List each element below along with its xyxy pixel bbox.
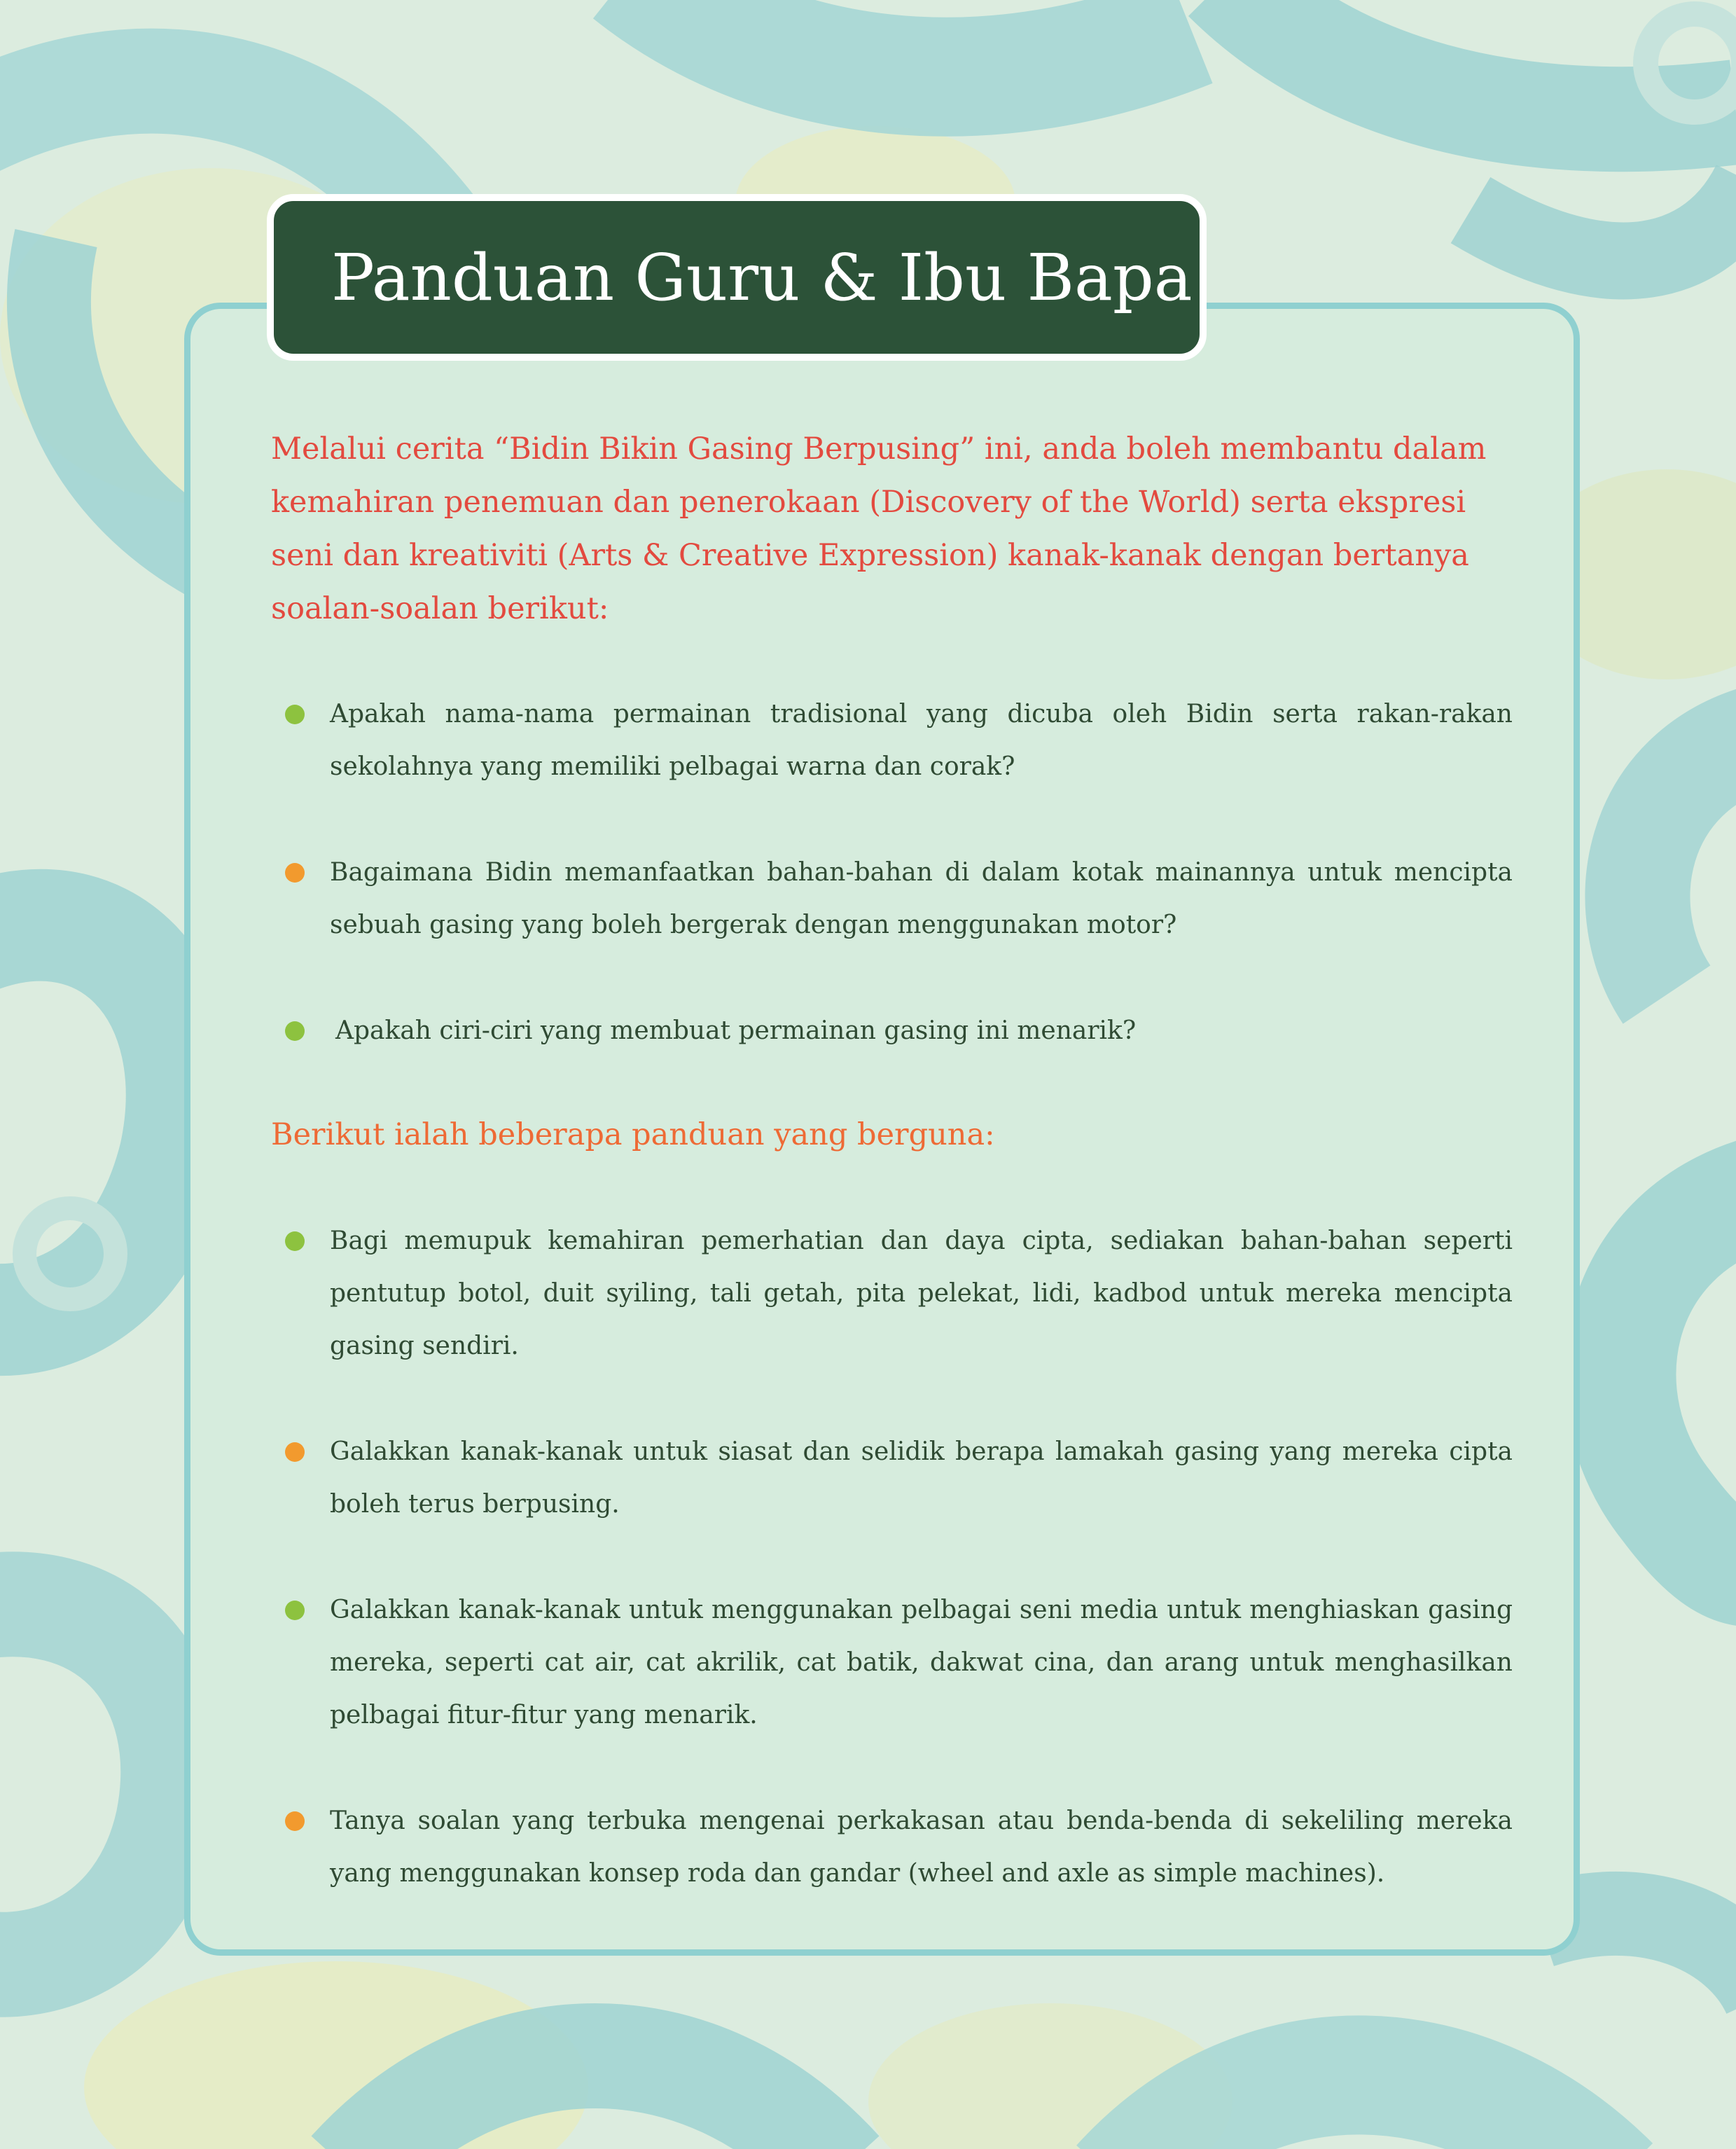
green-bullet-icon [285, 1231, 305, 1251]
list-item [282, 1004, 1513, 1057]
list-item [282, 846, 1513, 951]
list-item [282, 1425, 1513, 1530]
green-bullet-icon [285, 1601, 305, 1620]
guide-text: Tanya soalan yang terbuka mengenai perkakasan atau benda-benda di sekeliling mereka yang menggunakan konsep roda dan gandar (wheel and axle as simple machines). [330, 1806, 1513, 1888]
title-banner [267, 194, 1207, 361]
question-list [282, 688, 1513, 1057]
question-text: Bagaimana Bidin memanfaatkan bahan-bahan di dalam kotak mainannya untuk mencipta sebuah gasing yang boleh bergerak dengan menggunakan motor? [330, 858, 1513, 939]
guide-text: Bagi memupuk kemahiran pemerhatian dan daya cipta, sediakan bahan-bahan seperti pentutup botol, duit syiling, tali getah, pita pelekat, lidi, kadbod untuk mereka mencipta gasing sendiri. [330, 1226, 1513, 1360]
question-text: Apakah nama-nama permainan tradisional yang dicuba oleh Bidin serta rakan-rakan sekolahnya yang memiliki pelbagai warna dan corak? [330, 700, 1513, 781]
orange-bullet-icon [285, 1442, 305, 1462]
list-item [282, 1795, 1513, 1900]
guide-text: Galakkan kanak-kanak untuk menggunakan pelbagai seni media untuk menghiaskan gasing mereka, seperti cat air, cat akrilik, cat batik, dakwat cina, dan arang untuk menghasilkan pelbagai fitur-fitur yang menarik. [330, 1596, 1513, 1729]
question-text: Apakah ciri-ciri yang membuat permainan gasing ini menarik? [335, 1016, 1137, 1045]
green-bullet-icon [285, 705, 305, 724]
list-item [282, 1584, 1513, 1741]
guide-heading: Berikut ialah beberapa panduan yang berguna: [271, 1117, 995, 1152]
list-item [282, 688, 1513, 793]
green-bullet-icon [285, 1021, 305, 1041]
guide-text: Galakkan kanak-kanak untuk siasat dan selidik berapa lamakah gasing yang mereka cipta boleh terus berpusing. [330, 1437, 1513, 1519]
list-item [282, 1215, 1513, 1372]
intro-paragraph: Melalui cerita “Bidin Bikin Gasing Berpusing” ini, anda boleh membantu dalam kemahiran penemuan dan penerokaan (Discovery of the World) serta ekspresi seni dan kreativiti (Arts & Creative Expression) kanak-kanak dengan bertanya soalan-soalan berikut: [271, 431, 1487, 626]
orange-bullet-icon [285, 863, 305, 883]
page-title: Panduan Guru & Ibu Bapa [331, 240, 1193, 315]
guide-list [282, 1215, 1513, 1900]
orange-bullet-icon [285, 1811, 305, 1831]
